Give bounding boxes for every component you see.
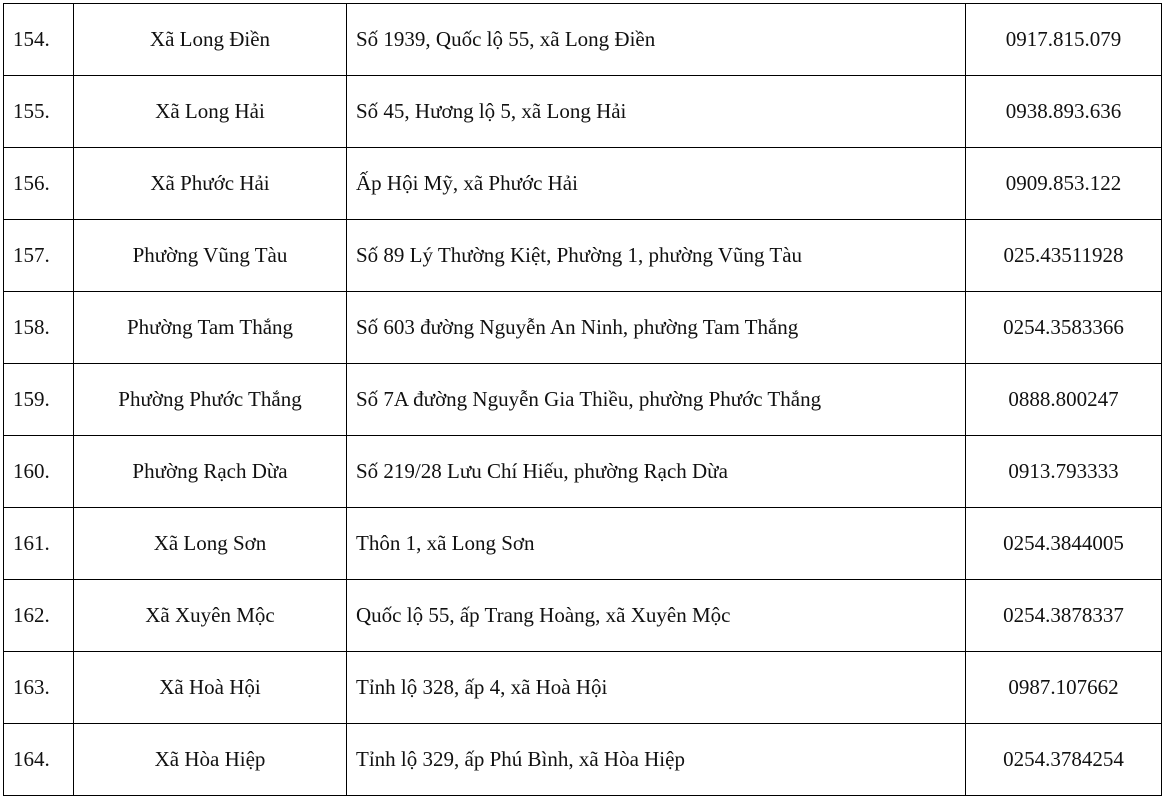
phone-number: 0987.107662 [966,652,1162,724]
row-number: 157. [4,220,74,292]
table-row [4,652,1162,724]
unit-name: Xã Long Sơn [74,508,347,580]
address: Tỉnh lộ 329, ấp Phú Bình, xã Hòa Hiệp [347,724,966,796]
table-row [4,508,1162,580]
unit-name: Phường Rạch Dừa [74,436,347,508]
row-number: 159. [4,364,74,436]
address: Số 1939, Quốc lộ 55, xã Long Điền [347,4,966,76]
unit-name: Xã Hoà Hội [74,652,347,724]
phone-number: 0938.893.636 [966,76,1162,148]
address: Số 89 Lý Thường Kiệt, Phường 1, phường Vũng Tàu [347,220,966,292]
unit-name: Xã Long Hải [74,76,347,148]
table-row [4,4,1162,76]
phone-number: 0913.793333 [966,436,1162,508]
row-number: 154. [4,4,74,76]
address: Tỉnh lộ 328, ấp 4, xã Hoà Hội [347,652,966,724]
table-row [4,148,1162,220]
unit-name: Xã Long Điền [74,4,347,76]
address: Số 7A đường Nguyễn Gia Thiều, phường Phước Thắng [347,364,966,436]
row-number: 163. [4,652,74,724]
address: Ấp Hội Mỹ, xã Phước Hải [347,148,966,220]
row-number: 160. [4,436,74,508]
address-table [3,3,1162,796]
phone-number: 0254.3844005 [966,508,1162,580]
unit-name: Phường Vũng Tàu [74,220,347,292]
phone-number: 0254.3878337 [966,580,1162,652]
table-row [4,724,1162,796]
table-row [4,292,1162,364]
table-row [4,76,1162,148]
row-number: 158. [4,292,74,364]
address: Số 603 đường Nguyễn An Ninh, phường Tam Thắng [347,292,966,364]
phone-number: 0909.853.122 [966,148,1162,220]
table-row [4,436,1162,508]
row-number: 161. [4,508,74,580]
unit-name: Phường Tam Thắng [74,292,347,364]
address: Số 45, Hương lộ 5, xã Long Hải [347,76,966,148]
table-row [4,220,1162,292]
table-body [4,4,1162,796]
phone-number: 0254.3583366 [966,292,1162,364]
unit-name: Xã Xuyên Mộc [74,580,347,652]
row-number: 155. [4,76,74,148]
unit-name: Xã Hòa Hiệp [74,724,347,796]
unit-name: Xã Phước Hải [74,148,347,220]
address: Số 219/28 Lưu Chí Hiếu, phường Rạch Dừa [347,436,966,508]
phone-number: 025.43511928 [966,220,1162,292]
row-number: 156. [4,148,74,220]
phone-number: 0917.815.079 [966,4,1162,76]
phone-number: 0254.3784254 [966,724,1162,796]
address: Quốc lộ 55, ấp Trang Hoàng, xã Xuyên Mộc [347,580,966,652]
table-row [4,580,1162,652]
unit-name: Phường Phước Thắng [74,364,347,436]
phone-number: 0888.800247 [966,364,1162,436]
address: Thôn 1, xã Long Sơn [347,508,966,580]
row-number: 164. [4,724,74,796]
table-row [4,364,1162,436]
row-number: 162. [4,580,74,652]
